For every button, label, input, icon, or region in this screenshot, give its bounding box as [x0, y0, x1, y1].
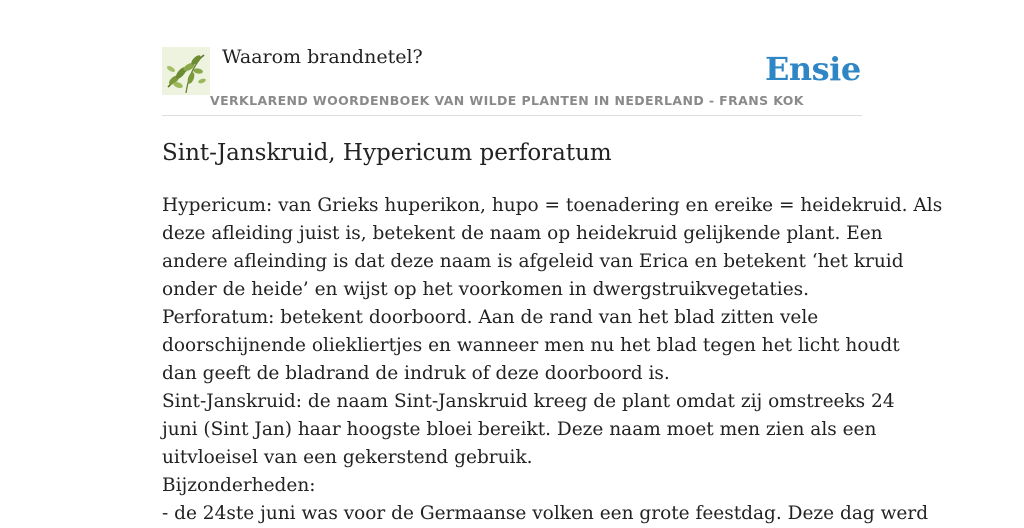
text-line: uitvloeisel van een gekerstend gebruik.: [162, 447, 533, 468]
paragraph: [162, 304, 900, 388]
paragraph: [162, 192, 943, 304]
text-line: andere afleinding is dat deze naam is afgeleid van Erica en betekent ‘het kruid: [162, 251, 904, 272]
source-title[interactable]: VERKLAREND WOORDENBOEK VAN WILDE PLANTEN IN NEDERLAND - FRANS KOK: [210, 93, 804, 108]
text-line: Bijzonderheden:: [162, 475, 316, 496]
header-divider: [162, 115, 862, 116]
text-line: - de 24ste juni was voor de Germaanse volken een grote feestdag. Deze dag werd: [162, 503, 929, 524]
text-line: doorschijnende oliekliertjes en wanneer men nu het blad tegen het licht houdt: [162, 335, 900, 356]
brand-logo[interactable]: Ensie: [765, 50, 861, 88]
entry-definition: [162, 192, 943, 524]
text-line: dan geeft de bladrand de indruk of deze doorboord is.: [162, 363, 670, 384]
question-title[interactable]: Waarom brandnetel?: [222, 46, 423, 68]
text-line: Perforatum: betekent doorboord. Aan de rand van het blad zitten vele: [162, 307, 819, 328]
text-line: Hypericum: van Grieks huperikon, hupo = toenadering en ereike = heidekruid. Als: [162, 195, 943, 216]
text-line: onder de heide’ en wijst op het voorkomen in dwergstruikvegetaties.: [162, 279, 810, 300]
plant-illustration-icon: [162, 47, 210, 95]
text-line: juni (Sint Jan) haar hoogste bloei bereikt. Deze naam moet men zien als een: [162, 419, 877, 440]
entry-term: Sint-Janskruid, Hypericum perforatum: [162, 140, 612, 166]
paragraph: [162, 472, 929, 528]
text-line: Sint-Janskruid: de naam Sint-Janskruid kreeg de plant omdat zij omstreeks 24: [162, 391, 895, 412]
source-avatar[interactable]: [162, 47, 210, 95]
paragraph: [162, 388, 895, 472]
text-line: deze afleiding juist is, betekent de naam op heidekruid gelijkende plant. Een: [162, 223, 883, 244]
